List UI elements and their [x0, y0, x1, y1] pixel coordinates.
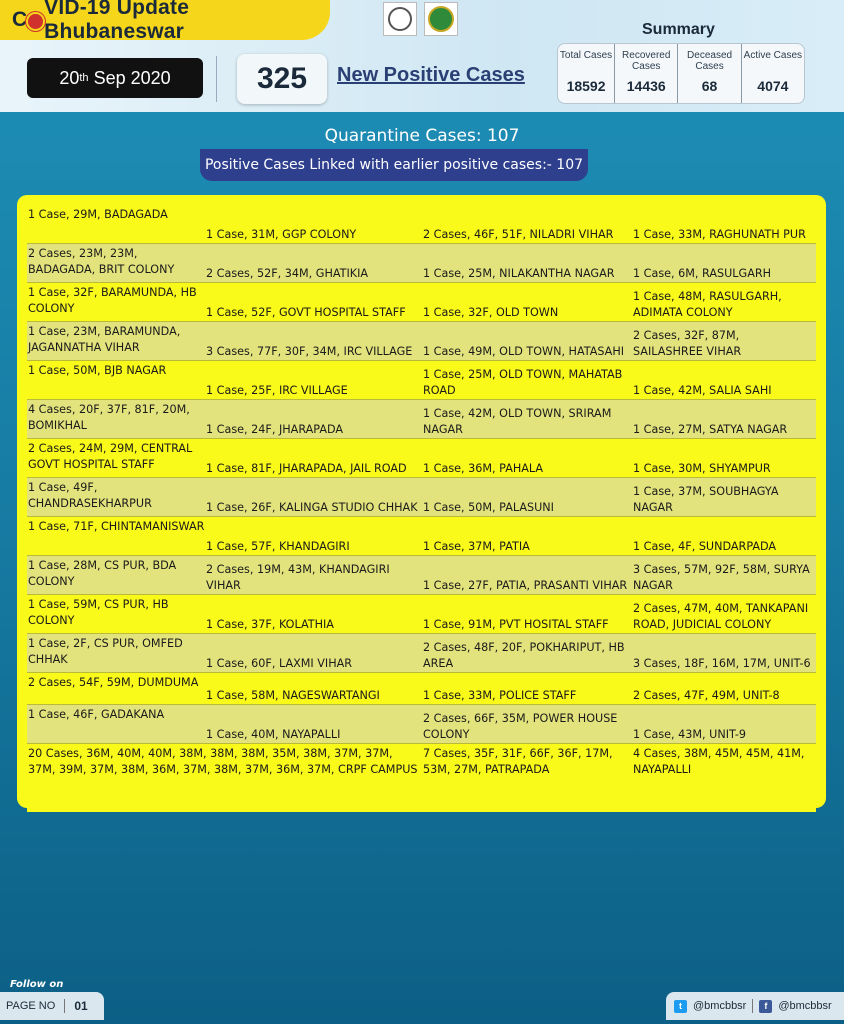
case-row — [27, 322, 816, 361]
case-cell — [27, 361, 205, 399]
case-text: 1 Case, 48M, RASULGARH, ADIMATA COLONY — [633, 290, 782, 319]
case-row — [27, 205, 816, 244]
case-cell — [422, 244, 632, 282]
case-text: 1 Case, 71F, CHINTAMANISWAR — [28, 520, 205, 533]
summary-label: Deceased Cases — [687, 50, 733, 72]
case-cell — [632, 322, 812, 360]
case-cell — [27, 205, 205, 243]
case-text: 1 Case, 2F, CS PUR, OMFED CHHAK — [28, 637, 183, 666]
case-cell — [27, 595, 205, 633]
case-text: 1 Case, 32F, BARAMUNDA, HB COLONY — [28, 286, 197, 315]
case-text: 4 Cases, 20F, 37F, 81F, 20M, BOMIKHAL — [28, 403, 190, 432]
case-cell — [632, 439, 812, 477]
case-cell — [422, 705, 632, 743]
case-text: 2 Cases, 23M, 23M, BADAGADA, BRIT COLONY — [28, 247, 175, 276]
new-cases-label: New Positive Cases — [337, 64, 525, 86]
case-cell — [205, 400, 422, 438]
case-text: 1 Case, 57F, KHANDAGIRI — [206, 539, 350, 553]
twitter-icon[interactable]: t — [674, 1000, 687, 1013]
date-day: 20 — [59, 67, 80, 88]
case-cell — [205, 556, 422, 594]
case-text: 20 Cases, 36M, 40M, 40M, 38M, 38M, 38M, 35M, 38M, 37M, 37M, 37M, 39M, 37M, 38M, 36M, 37M, 38M, 37M, 36M, 37M, CRPF CAMPUS — [28, 747, 418, 776]
case-text: 1 Case, 58M, NAGESWARTANGI — [206, 688, 380, 702]
case-cell — [205, 634, 422, 672]
case-text: 1 Case, 42M, OLD TOWN, SRIRAM NAGAR — [423, 407, 612, 436]
cases-grid — [27, 205, 816, 812]
case-cell — [632, 673, 812, 704]
case-text: 1 Case, 25F, IRC VILLAGE — [206, 383, 348, 397]
case-text: 1 Case, 6M, RASULGARH — [633, 266, 772, 280]
case-row — [27, 517, 816, 556]
summary-title: Summary — [642, 21, 715, 38]
summary-box — [557, 43, 805, 104]
case-row — [27, 283, 816, 322]
case-text: 7 Cases, 35F, 31F, 66F, 36F, 17M, 53M, 27M, PATRAPADA — [423, 747, 613, 776]
case-text: 2 Cases, 46F, 51F, NILADRI VIHAR — [423, 227, 614, 241]
case-text: 1 Case, 27F, PATIA, PRASANTI VIHAR — [423, 578, 628, 592]
case-cell — [27, 439, 205, 477]
case-text: 1 Case, 36M, PAHALA — [423, 461, 544, 475]
case-text: 1 Case, 50M, PALASUNI — [423, 500, 554, 514]
case-cell — [632, 634, 812, 672]
case-cell — [205, 517, 422, 555]
case-cell — [205, 478, 422, 516]
case-text: 2 Cases, 24M, 29M, CENTRAL GOVT HOSPITAL STAFF — [28, 442, 193, 471]
case-cell — [632, 744, 812, 812]
case-row — [27, 673, 816, 705]
case-text: 1 Case, 26F, KALINGA STUDIO CHHAK — [206, 500, 418, 514]
title-suffix: VID-19 Update Bhubaneswar — [44, 0, 190, 43]
case-text: 1 Case, 60F, LAXMI VIHAR — [206, 656, 353, 670]
case-text: 1 Case, 59M, CS PUR, HB COLONY — [28, 598, 169, 627]
case-cell — [422, 556, 632, 594]
new-cases-count: 325 — [237, 54, 327, 104]
case-text: 1 Case, 27M, SATYA NAGAR — [633, 422, 788, 436]
case-cell — [632, 400, 812, 438]
case-text: 1 Case, 23M, BARAMUNDA, JAGANNATHA VIHAR — [28, 325, 181, 354]
social-bar — [666, 992, 844, 1020]
case-cell — [205, 673, 422, 704]
case-cell — [205, 283, 422, 321]
case-text: 1 Case, 50M, BJB NAGAR — [28, 364, 167, 377]
case-text: 1 Case, 37M, SOUBHAGYA NAGAR — [633, 485, 779, 514]
case-cell — [205, 205, 422, 243]
report-date — [27, 58, 203, 98]
virus-icon — [28, 14, 43, 29]
facebook-icon[interactable]: f — [759, 1000, 772, 1013]
case-text: 2 Cases, 47M, 40M, TANKAPANI ROAD, JUDICIAL COLONY — [633, 602, 809, 631]
page-number: 01 — [74, 999, 88, 1013]
odisha-govt-logo — [383, 2, 417, 36]
case-cell — [27, 634, 205, 672]
case-text: 3 Cases, 57M, 92F, 58M, SURYA NAGAR — [633, 563, 810, 592]
case-text: 1 Case, 33M, RAGHUNATH PUR — [633, 227, 806, 241]
case-cell — [632, 595, 812, 633]
case-text: 1 Case, 25M, OLD TOWN, MAHATAB ROAD — [423, 368, 623, 397]
summary-total — [558, 44, 615, 103]
case-cell — [27, 673, 205, 704]
case-row — [27, 400, 816, 439]
case-cell — [422, 283, 632, 321]
summary-value: 4074 — [757, 78, 789, 94]
follow-label: Follow on — [10, 979, 64, 990]
case-cell — [205, 705, 422, 743]
case-cell — [205, 244, 422, 282]
case-cell — [632, 283, 812, 321]
divider — [216, 56, 217, 102]
bmc-logo — [424, 2, 458, 36]
case-text: 1 Case, 25M, NILAKANTHA NAGAR — [423, 266, 615, 280]
case-cell — [27, 744, 422, 812]
case-row — [27, 705, 816, 744]
summary-value: 18592 — [566, 78, 606, 94]
case-cell — [632, 556, 812, 594]
summary-active — [742, 44, 804, 103]
summary-label: Active Cases — [743, 50, 803, 61]
case-row — [27, 556, 816, 595]
facebook-handle[interactable]: @bmcbbsr — [778, 1000, 832, 1012]
case-text: 2 Cases, 54F, 59M, DUMDUMA — [28, 676, 199, 689]
case-text: 2 Cases, 19M, 43M, KHANDAGIRI VIHAR — [206, 563, 390, 592]
case-row — [27, 244, 816, 283]
divider — [752, 999, 753, 1013]
quarantine-title: Quarantine Cases: 107 — [324, 126, 520, 146]
case-cell — [632, 244, 812, 282]
case-row — [27, 744, 816, 812]
case-text: 1 Case, 37F, KOLATHIA — [206, 617, 334, 631]
summary-deceased — [678, 44, 741, 103]
case-text: 1 Case, 33M, POLICE STAFF — [423, 688, 577, 702]
case-text: 1 Case, 49M, OLD TOWN, HATASAHI — [423, 344, 625, 358]
case-text: 2 Cases, 32F, 87M, SAILASHREE VIHAR — [633, 329, 742, 358]
case-text: 1 Case, 37M, PATIA — [423, 539, 530, 553]
summary-value: 14436 — [626, 78, 666, 94]
case-cell — [632, 478, 812, 516]
case-cell — [632, 361, 812, 399]
case-cell — [422, 673, 632, 704]
case-cell — [422, 205, 632, 243]
case-text: 1 Case, 30M, SHYAMPUR — [633, 461, 771, 475]
case-text: 3 Cases, 77F, 30F, 34M, IRC VILLAGE — [206, 344, 413, 358]
date-suffix: th — [79, 72, 89, 84]
case-cell — [27, 705, 205, 743]
case-cell — [27, 244, 205, 282]
case-row — [27, 478, 816, 517]
case-text: 1 Case, 52F, GOVT HOSPITAL STAFF — [206, 305, 406, 319]
case-text: 1 Case, 81F, JHARAPADA, JAIL ROAD — [206, 461, 407, 475]
case-cell — [27, 400, 205, 438]
summary-value: 68 — [701, 78, 718, 94]
case-text: 2 Cases, 47F, 49M, UNIT-8 — [633, 688, 780, 702]
case-text: 1 Case, 31M, GGP COLONY — [206, 227, 357, 241]
case-text: 1 Case, 24F, JHARAPADA — [206, 422, 344, 436]
case-cell — [422, 595, 632, 633]
case-row — [27, 439, 816, 478]
case-text: 1 Case, 91M, PVT HOSITAL STAFF — [423, 617, 609, 631]
case-cell — [27, 556, 205, 594]
case-cell — [422, 400, 632, 438]
case-cell — [422, 478, 632, 516]
case-text: 1 Case, 49F, CHANDRASEKHARPUR — [28, 481, 152, 510]
case-text: 4 Cases, 38M, 45M, 45M, 41M, NAYAPALLI — [633, 747, 805, 776]
case-cell — [422, 517, 632, 555]
case-row — [27, 361, 816, 400]
case-text: 1 Case, 40M, NAYAPALLI — [206, 727, 341, 741]
case-cell — [27, 517, 205, 555]
case-text: 1 Case, 42M, SALIA SAHI — [633, 383, 772, 397]
case-cell — [632, 205, 812, 243]
date-rest: Sep 2020 — [93, 67, 171, 88]
case-text: 1 Case, 32F, OLD TOWN — [423, 305, 559, 319]
case-cell — [205, 595, 422, 633]
divider — [64, 999, 65, 1013]
summary-label: Total Cases — [559, 50, 613, 61]
case-text: 1 Case, 43M, UNIT-9 — [633, 727, 746, 741]
case-text: 2 Cases, 48F, 20F, POKHARIPUT, HB AREA — [423, 641, 625, 670]
case-cell — [632, 705, 812, 743]
case-cell — [422, 361, 632, 399]
title-prefix: C — [12, 8, 28, 31]
page-label: PAGE NO — [6, 1000, 56, 1012]
case-text: 1 Case, 28M, CS PUR, BDA COLONY — [28, 559, 177, 588]
case-cell — [27, 322, 205, 360]
case-cell — [632, 517, 812, 555]
case-row — [27, 595, 816, 634]
page-title — [0, 0, 330, 43]
case-cell — [27, 283, 205, 321]
case-text: 3 Cases, 18F, 16M, 17M, UNIT-6 — [633, 656, 811, 670]
case-text: 1 Case, 4F, SUNDARPADA — [633, 539, 777, 553]
cases-panel — [17, 195, 826, 808]
page-number-bar — [0, 992, 104, 1020]
case-text: 2 Cases, 52F, 34M, GHATIKIA — [206, 266, 369, 280]
govt-seal-icon — [388, 7, 412, 31]
case-row — [27, 634, 816, 673]
case-cell — [205, 439, 422, 477]
bmc-seal-icon — [428, 6, 454, 32]
case-text: 1 Case, 29M, BADAGADA — [28, 208, 168, 221]
summary-recovered — [615, 44, 678, 103]
twitter-handle[interactable]: @bmcbbsr — [693, 1000, 747, 1012]
case-text: 2 Cases, 66F, 35M, POWER HOUSE COLONY — [423, 712, 618, 741]
case-cell — [422, 439, 632, 477]
case-cell — [422, 744, 632, 812]
summary-label: Recovered Cases — [622, 50, 671, 72]
case-cell — [27, 478, 205, 516]
case-cell — [422, 322, 632, 360]
case-cell — [422, 634, 632, 672]
case-cell — [205, 361, 422, 399]
case-text: 1 Case, 46F, GADAKANA — [28, 708, 165, 721]
linked-cases-banner: Positive Cases Linked with earlier positive cases:- 107 — [200, 149, 588, 181]
case-cell — [205, 322, 422, 360]
